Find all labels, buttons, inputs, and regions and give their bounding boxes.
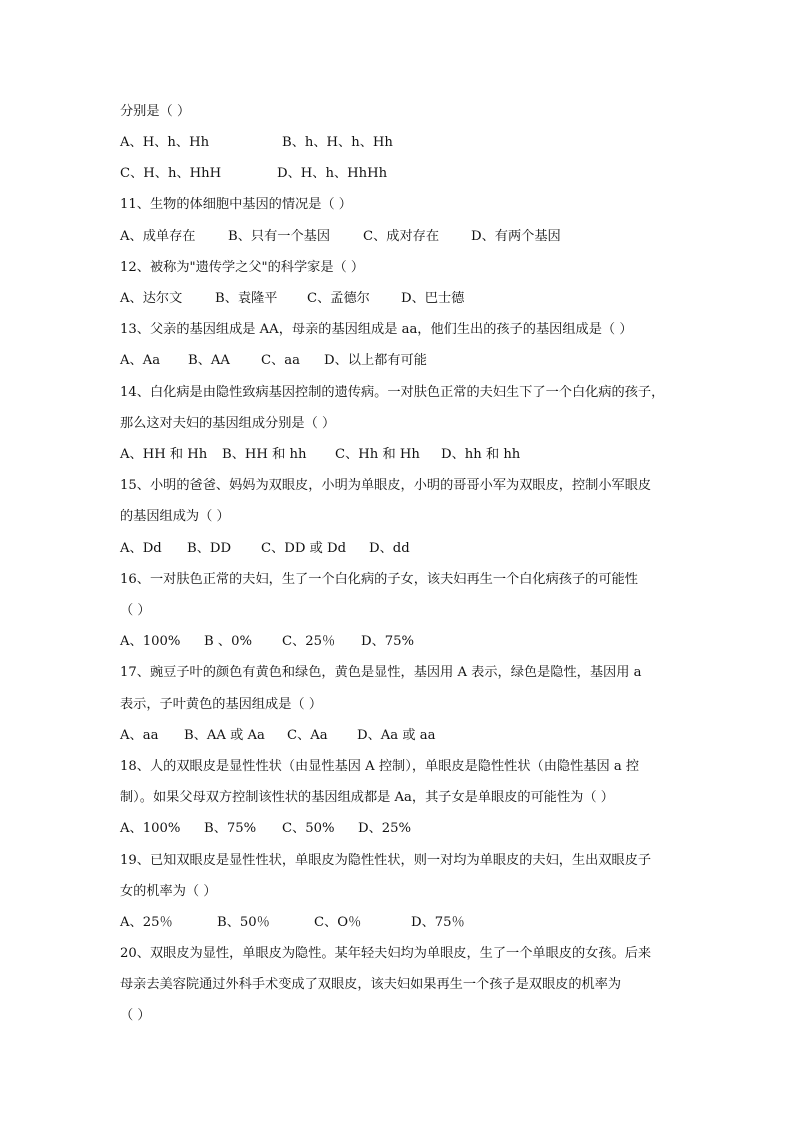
option-c: C、H、h、HhH: [120, 166, 222, 181]
option-a: A、达尔文: [120, 291, 183, 306]
option-d: D、75%: [361, 634, 415, 649]
question-13-stem: 13、父亲的基因组成是 AA，母亲的基因组成是 aa，他们生出的孩子的基因组成是（ ）: [120, 322, 633, 337]
question-15-stem-line-2: 的基因组成为（ ）: [120, 509, 230, 524]
question-15-options: [120, 539, 680, 559]
question-11-options: [120, 227, 680, 247]
question-18-stem-line-2: 制）。如果父母双方控制该性状的基因组成都是 Aa，其子女是单眼皮的可能性为（ ）: [120, 790, 614, 805]
option-b: B、AA 或 Aa: [184, 728, 265, 743]
question-10-options-row-1: [120, 133, 680, 153]
question-16-stem-line-1: 16、一对肤色正常的夫妇，生了一个白化病的子女，该夫妇再生一个白化病孩子的可能性: [120, 572, 638, 587]
question-10-stem-end: 分别是（ ）: [120, 104, 191, 119]
question-20-stem-line-1: 20、双眼皮为显性，单眼皮为隐性。某年轻夫妇均为单眼皮，生了一个单眼皮的女孩。后来: [120, 946, 652, 961]
question-20-stem-line-2: 母亲去美容院通过外科手术变成了双眼皮，该夫妇如果再生一个孩子是双眼皮的机率为: [120, 977, 622, 992]
option-c: C、25％: [282, 634, 336, 649]
question-10-options-row-2: [120, 164, 680, 184]
option-b: B、h、H、h、Hh: [282, 135, 393, 150]
question-17-stem-line-2: 表示，子叶黄色的基因组成是（ ）: [120, 697, 323, 712]
option-b: B、50％: [217, 915, 270, 930]
option-c: C、Aa: [287, 728, 328, 743]
option-d: D、75％: [411, 915, 465, 930]
question-20-stem-line-3: （ ）: [120, 1008, 151, 1023]
option-d: D、Aa 或 aa: [357, 728, 436, 743]
question-12-options: [120, 289, 680, 309]
option-b: B、只有一个基因: [228, 229, 331, 244]
option-c: C、DD 或 Dd: [261, 541, 347, 556]
question-18-stem-line-1: 18、人的双眼皮是显性性状（由显性基因 A 控制），单眼皮是隐性性状（由隐性基因 a 控: [120, 759, 640, 774]
option-c: C、aa: [261, 353, 301, 368]
option-a: A、100%: [120, 821, 181, 836]
question-13-options: [120, 351, 680, 371]
option-a: A、HH 和 Hh: [120, 447, 208, 462]
option-c: C、成对存在: [363, 229, 440, 244]
option-a: A、25％: [120, 915, 173, 930]
option-b: B、AA: [188, 353, 230, 368]
option-c: C、50%: [282, 821, 335, 836]
option-a: A、Dd: [120, 541, 162, 556]
question-14-options: [120, 445, 680, 465]
question-19-options: [120, 913, 680, 933]
option-d: D、hh 和 hh: [441, 447, 521, 462]
option-d: D、有两个基因: [471, 229, 561, 244]
question-18-options: [120, 819, 680, 839]
option-b: B、DD: [187, 541, 232, 556]
question-16-stem-line-2: （ ）: [120, 603, 151, 618]
option-a: A、Aa: [120, 353, 161, 368]
option-a: A、aa: [120, 728, 159, 743]
question-16-options: [120, 632, 680, 652]
option-c: C、孟德尔: [307, 291, 370, 306]
question-12-stem: 12、被称为"遗传学之父"的科学家是（ ）: [120, 260, 365, 275]
option-d: D、25%: [358, 821, 412, 836]
question-11-stem: 11、生物的体细胞中基因的情况是（ ）: [120, 197, 352, 212]
option-b: B、75%: [204, 821, 257, 836]
question-14-stem-line-1: 14、白化病是由隐性致病基因控制的遗传病。一对肤色正常的夫妇生下了一个白化病的孩子，: [120, 385, 665, 400]
question-15-stem-line-1: 15、小明的爸爸、妈妈为双眼皮，小明为单眼皮，小明的哥哥小军为双眼皮，控制小军眼皮: [120, 478, 652, 493]
option-c: C、Hh 和 Hh: [335, 447, 420, 462]
option-d: D、dd: [369, 541, 410, 556]
option-a: A、100%: [120, 634, 181, 649]
option-b: B、HH 和 hh: [222, 447, 307, 462]
option-a: A、H、h、Hh: [120, 135, 210, 150]
option-c: C、O％: [314, 915, 362, 930]
question-17-options: [120, 726, 680, 746]
option-d: D、巴士德: [401, 291, 465, 306]
option-d: D、以上都有可能: [324, 353, 427, 368]
option-a: A、成单存在: [120, 229, 196, 244]
question-19-stem-line-2: 女的机率为（ ）: [120, 884, 217, 899]
question-19-stem-line-1: 19、已知双眼皮是显性性状，单眼皮为隐性性状，则一对均为单眼皮的夫妇，生出双眼皮子: [120, 853, 652, 868]
option-b: B 、0%: [204, 634, 252, 649]
option-b: B、袁隆平: [215, 291, 278, 306]
question-14-stem-line-2: 那么这对夫妇的基因组成分别是（ ）: [120, 416, 336, 431]
option-d: D、H、h、HhHh: [277, 166, 388, 181]
question-17-stem-line-1: 17、豌豆子叶的颜色有黄色和绿色，黄色是显性，基因用 A 表示，绿色是隐性，基因用 a: [120, 665, 642, 680]
